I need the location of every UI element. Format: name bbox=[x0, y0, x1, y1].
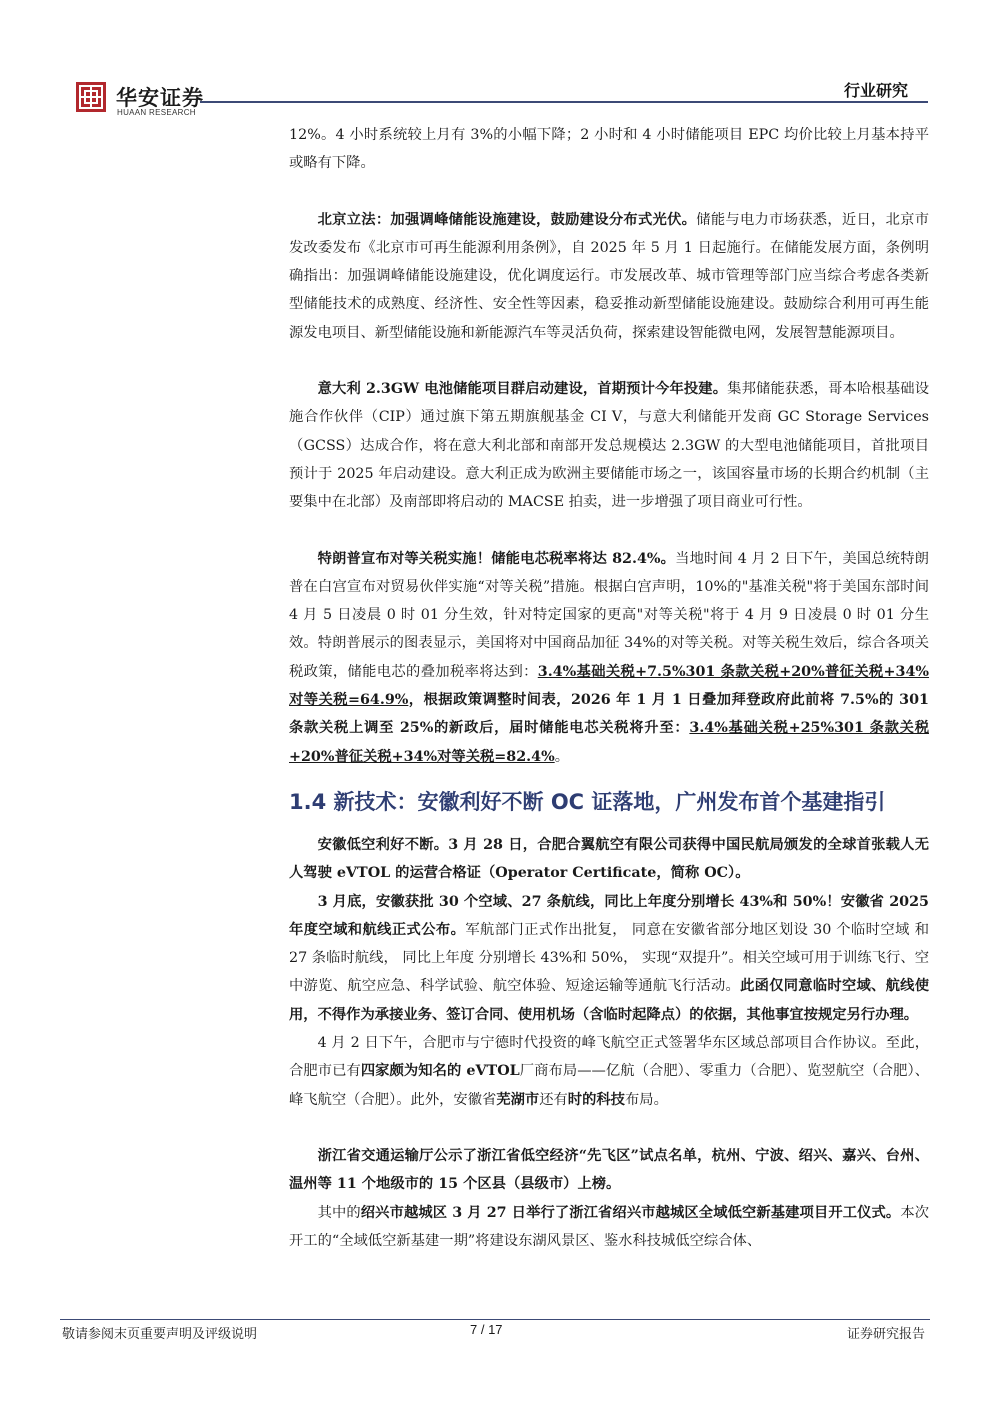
brand-name-cn: 华安证券 bbox=[116, 85, 204, 110]
footer-disclaimer: 敬请参阅末页重要声明及评级说明 bbox=[62, 1327, 258, 1342]
headline-beijing-law: 北京立法：加强调峰储能设施建设，鼓励建设分布式光伏。 bbox=[317, 211, 697, 228]
body-anhui-airspace: 军航部门正式作出批复， 同意在安徽省部分地区划设 30 个临时空域 和 27 条临时航线， 同比上年度 分别增长 43%和 50%， 实现“双提升”。相关空域可用于训练飞行、空中游览、航空应急、科学试验、航空体验、短途运输等通航飞行活动。 bbox=[289, 921, 929, 995]
body-shaoxing-a: 其中的 bbox=[317, 1204, 361, 1221]
body-italy-storage: 集邦储能获悉，哥本哈根基础设施合作伙伴（CIP）通过旗下第五期旗舰基金 CI V，与意大利储能开发商 GC Storage Services（GCSS）达成合作，将在意大利北部和南部开发总规模达 2.3GW 的大型电池储能项目，首批项目预计于 2025 年启动建设。意大利正成为欧洲主要储能市场之一，该国容量市场的长期合约机制（主要集中在北部）及南部即将启动的 MACSE 拍卖，进一步增强了项目商业可行性。 bbox=[289, 381, 930, 511]
paragraph-spacer bbox=[289, 517, 929, 545]
report-category: 行业研究 bbox=[843, 81, 908, 100]
paragraph-spacer bbox=[289, 178, 929, 206]
tariff-formula-2026: 3.4%基础关税+25%301 条款关税+20%普征关税+34%对等关税=82.4% bbox=[289, 720, 929, 765]
body-hefei-e: 布局。 bbox=[624, 1091, 668, 1108]
body-us-tariff-schedule: ，根据政策调整时间表，2026 年 1 月 1 日叠加拜登政府此前将 7.5%的 301 条款关税上调至 25%的新政后，届时储能电芯关税将升至： bbox=[289, 692, 929, 737]
footer-divider bbox=[60, 1319, 930, 1320]
paragraph-anhui-airspace bbox=[289, 888, 929, 1029]
paragraph-shaoxing bbox=[289, 1199, 929, 1256]
paragraph-us-tariff bbox=[289, 545, 929, 771]
body-hefei-d: 还有 bbox=[539, 1091, 568, 1108]
body-hefei-b1: 四家颇为知名的 eVTOL bbox=[360, 1063, 520, 1080]
page-header bbox=[0, 0, 1000, 120]
brand-name-en: HUAAN RESEARCH bbox=[117, 108, 196, 117]
report-body bbox=[289, 121, 929, 1255]
huaan-logo-icon bbox=[76, 82, 106, 112]
body-beijing-law: 储能与电力市场获悉，近日，北京市发改委发布《北京市可再生能源利用条例》，自 2025 年 5 月 1 日起施行。在储能发展方面，条例明确指出：加强调峰储能设施建设，优化调度运行。市发展改革、城市管理等部门应当综合考虑各类新型储能技术的成熟度、经济性、安全性等因素，稳妥推动新型储能设施建设。鼓励综合利用可再生能源发电项目、新型储能设施和新能源汽车等灵活负荷，探索建设智能微电网，发展智慧能源项目。 bbox=[289, 211, 930, 341]
headline-anhui-airspace: 3 月底，安徽获批 30 个空域、27 条航线，同比上年度分别增长 43%和 50%！安徽省 2025 年度空域和航线正式公布。 bbox=[289, 893, 929, 938]
body-hefei-c: 厂商布局——亿航（合肥）、零重力（合肥）、览翌航空（合肥）、峰飞航空（合肥）。此外，安徽省 bbox=[289, 1063, 930, 1108]
headline-italy-storage: 意大利 2.3GW 电池储能项目群启动建设，首期预计今年投建。 bbox=[317, 381, 728, 398]
headline-zhejiang-pilot: 浙江省交通运输厅公示了浙江省低空经济“先飞区”试点名单，杭州、宁波、绍兴、嘉兴、台州、温州等 11 个地级市的 15 个区县（县级市）上榜。 bbox=[289, 1147, 929, 1193]
body-us-tariff-end: 。 bbox=[554, 748, 569, 765]
paragraph-spacer bbox=[289, 347, 929, 375]
paragraph-italy-storage bbox=[289, 375, 929, 516]
headline-us-tariff: 特朗普宣布对等关税实施！储能电芯税率将达 82.4%。 bbox=[317, 550, 676, 567]
paragraph-spacer bbox=[289, 1114, 929, 1142]
paragraph-epc-price: 12%。4 小时系统较上月有 3%的小幅下降；2 小时和 4 小时储能项目 EPC 均价比较上月基本持平或略有下降。 bbox=[289, 127, 929, 172]
paragraph-zhejiang-pilot bbox=[289, 1142, 929, 1199]
paragraph-beijing-law bbox=[289, 206, 929, 347]
paragraph-anhui-oc bbox=[289, 831, 929, 888]
paragraph-hefei-evtol bbox=[289, 1029, 929, 1114]
body-us-tariff: 当地时间 4 月 2 日下午，美国总统特朗普在白宫宣布对贸易伙伴实施“对等关税”措施。根据白宫声明，10%的"基准关税"将于美国东部时间 4 月 5 日凌晨 0 时 01 分生效，针对特定国家的更高"对等关税"将于 4 月 9 日凌晨 0 时 01 分生效。特朗普展示的图表显示，美国将对中国商品加征 34%的对等关税。对等关税生效后，综合各项关税政策，储能电芯的叠加税率将达到： bbox=[289, 550, 929, 680]
footer-report-type: 证券研究报告 bbox=[846, 1327, 925, 1342]
body-hefei-b2: 芜湖市 bbox=[496, 1091, 540, 1108]
body-hefei-b3: 时的科技 bbox=[567, 1091, 625, 1108]
page-number: 7 / 17 bbox=[470, 1322, 503, 1337]
tariff-formula-2025: 3.4%基础关税+7.5%301 条款关税+20%普征关税+34%对等关税=64.9% bbox=[289, 663, 930, 709]
headline-shaoxing: 绍兴市越城区 3 月 27 日举行了浙江省绍兴市越城区全域低空新基建项目开工仪式。 bbox=[360, 1204, 901, 1221]
header-divider bbox=[200, 101, 928, 103]
body-anhui-airspace-note: 此函仅同意临时空域、航线使用，不得作为承接业务、签订合同、使用机场（含临时起降点）的依据，其他事宜按规定另行办理。 bbox=[289, 978, 930, 1023]
section-heading-new-tech: 1.4 新技术：安徽利好不断 OC 证落地，广州发布首个基建指引 bbox=[289, 789, 886, 814]
headline-anhui-oc: 安徽低空利好不断。3 月 28 日，合肥合翼航空有限公司获得中国民航局颁发的全球首张载人无人驾驶 eVTOL 的运营合格证（Operator Certificate，简称 OC）。 bbox=[289, 836, 929, 882]
body-shaoxing-rest: 本次开工的“全域低空新基建一期”将建设东湖风景区、鉴水科技城低空综合体、 bbox=[289, 1204, 930, 1249]
body-hefei-a: 4 月 2 日下午，合肥市与宁德时代投资的峰飞航空正式签署华东区域总部项目合作协议。至此，合肥市已有 bbox=[289, 1035, 929, 1080]
